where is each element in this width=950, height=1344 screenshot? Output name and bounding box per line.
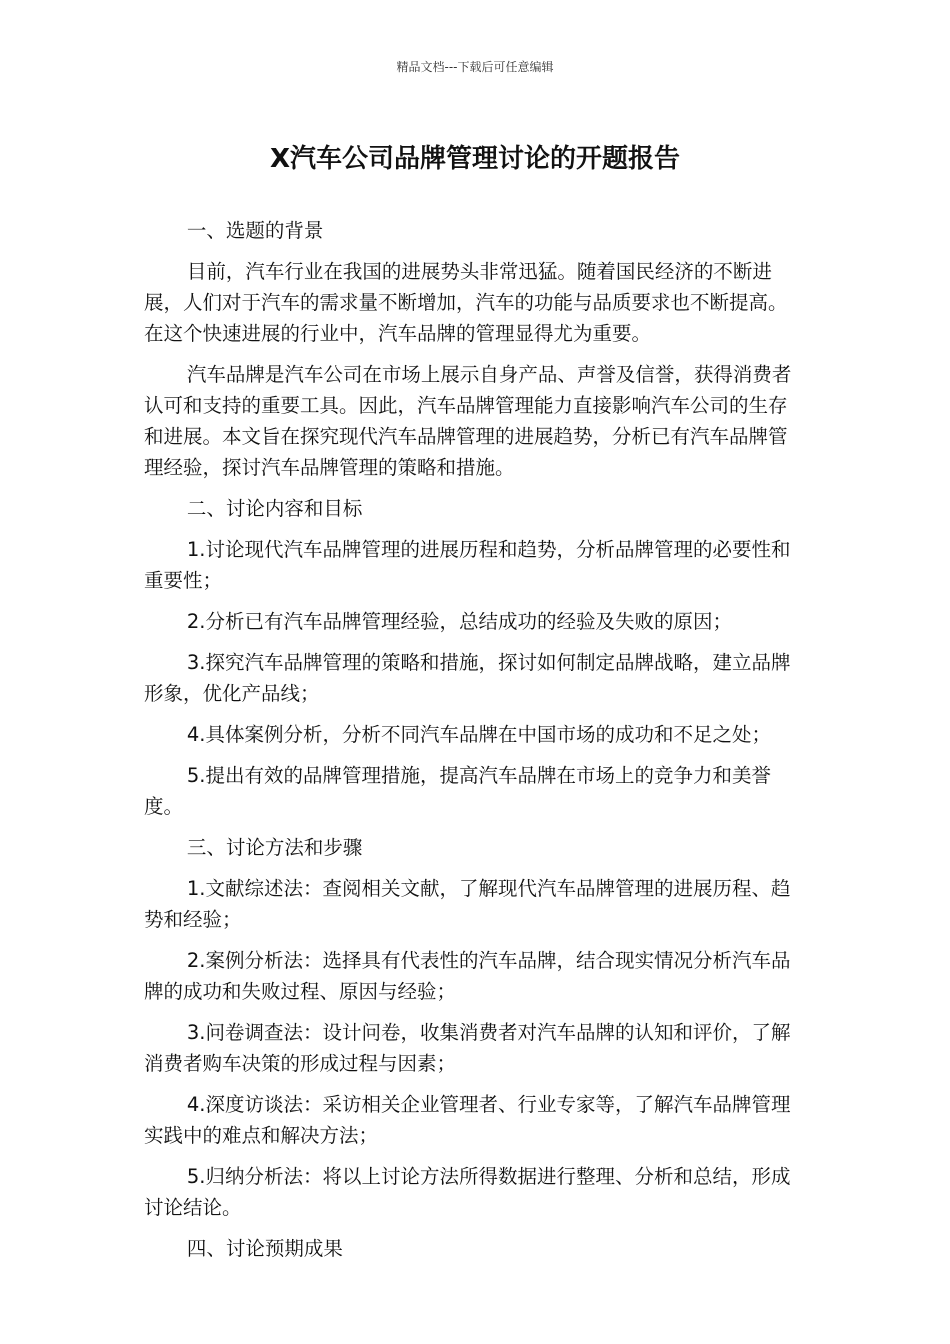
paragraph: 汽车品牌是汽车公司在市场上展示自身产品、声誉及信誉，获得消费者认可和支持的重要工具。因此，汽车品牌管理能力直接影响汽车公司的生存和进展。本文旨在探究现代汽车品牌管理的进展趋势，分析已有汽车品牌管理经验，探讨汽车品牌管理的策略和措施。 — [144, 363, 792, 479]
header-note: 精品文档---下载后可任意编辑 — [396, 60, 554, 74]
list-item: 4.深度访谈法：采访相关企业管理者、行业专家等，了解汽车品牌管理实践中的难点和解决方法； — [144, 1093, 791, 1147]
list-item: 2.分析已有汽车品牌管理经验，总结成功的经验及失败的原因； — [186, 610, 732, 633]
section-heading-methods: 三、讨论方法和步骤 — [186, 836, 363, 859]
list-item: 1.讨论现代汽车品牌管理的进展历程和趋势，分析品牌管理的必要性和重要性； — [144, 538, 791, 592]
document-body — [144, 215, 804, 1274]
list-item: 3.探究汽车品牌管理的策略和措施，探讨如何制定品牌战略，建立品牌形象，优化产品线； — [144, 651, 791, 705]
paragraph: 目前，汽车行业在我国的进展势头非常迅猛。随着国民经济的不断进展，人们对于汽车的需求量不断增加，汽车的功能与品质要求也不断提高。在这个快速进展的行业中，汽车品牌的管理显得尤为重要。 — [144, 260, 788, 345]
list-item: 5.归纳分析法：将以上讨论方法所得数据进行整理、分析和总结，形成讨论结论。 — [144, 1165, 791, 1219]
document-title: X汽车公司品牌管理讨论的开题报告 — [269, 144, 681, 174]
section-heading-expected-results: 四、讨论预期成果 — [186, 1237, 343, 1260]
section-heading-content-goals: 二、讨论内容和目标 — [186, 497, 363, 520]
list-item: 1.文献综述法：查阅相关文献，了解现代汽车品牌管理的进展历程、趋势和经验； — [144, 877, 791, 931]
list-item: 3.问卷调查法：设计问卷，收集消费者对汽车品牌的认知和评价，了解消费者购车决策的形成过程与因素； — [144, 1021, 791, 1075]
list-item: 5.提出有效的品牌管理措施，提高汽车品牌在市场上的竞争力和美誉度。 — [144, 764, 771, 818]
section-heading-background: 一、选题的背景 — [186, 219, 324, 242]
list-item: 2.案例分析法：选择具有代表性的汽车品牌，结合现实情况分析汽车品牌的成功和失败过程、原因与经验； — [144, 949, 791, 1003]
list-item: 4.具体案例分析，分析不同汽车品牌在中国市场的成功和不足之处； — [186, 723, 771, 746]
